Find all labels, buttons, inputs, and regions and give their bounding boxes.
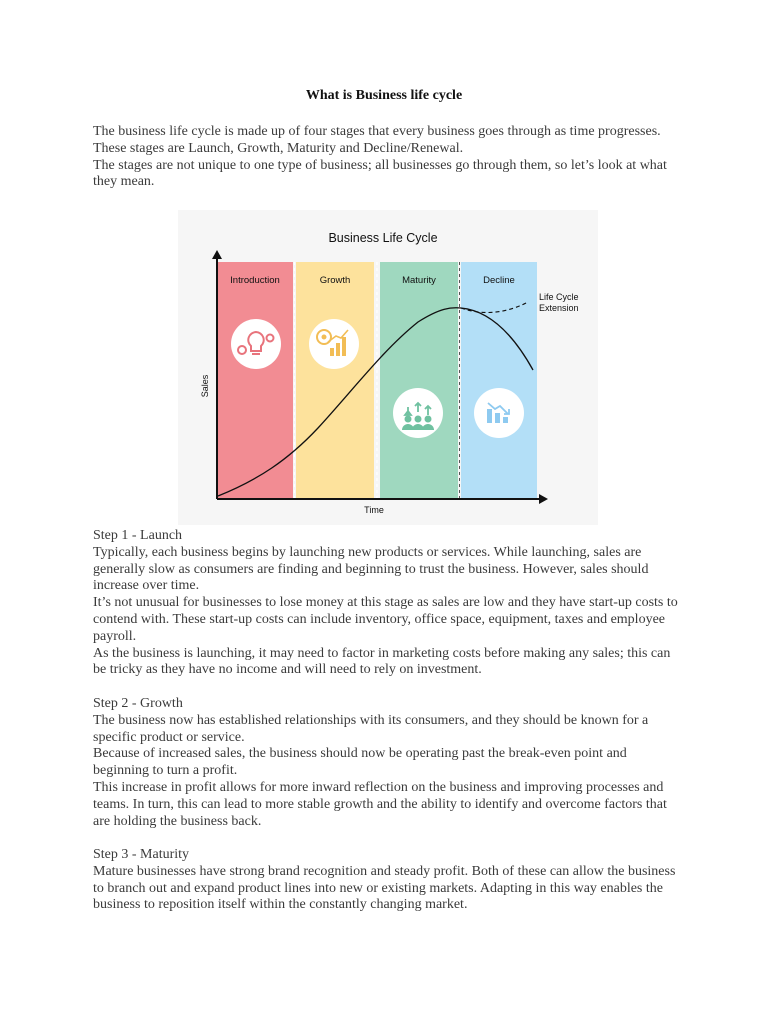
page-title: What is Business life cycle — [305, 88, 463, 103]
step-section — [93, 847, 683, 914]
y-axis-label: Sales — [200, 374, 210, 398]
intro-paragraph: The business life cycle is made up of four stages that every business goes through as time progresses. These stages are Launch, Growth, Maturity and Decline/Renewal. — [93, 124, 661, 156]
y-axis-arrow — [212, 250, 222, 259]
life-cycle-chart — [178, 210, 598, 525]
step-paragraph: Mature businesses have strong brand recognition and steady profit. Both of these can allow the business to branch out and expand product lines into new or existing markets. Adapting in this way enables the business to reposition itself within the constantly changing market. — [93, 863, 676, 913]
stage-label-growth: Growth — [319, 275, 351, 286]
extension-label-line-1: Life Cycle — [539, 292, 579, 302]
step-paragraph: This increase in profit allows for more inward reflection on the business and improving processes and teams. In turn, this can lead to more stable growth and the ability to identify and overcome factors that are holding the business back. — [93, 779, 667, 829]
stage-band-introduction — [218, 262, 293, 498]
step-paragraph: Typically, each business begins by launching new products or services. While launching, sales are generally slow as consumers are finding and beginning to trust the business. However, sales should increase over time. — [93, 544, 649, 594]
stage-band-maturity — [380, 262, 458, 498]
stage-label-introduction: Introduction — [230, 275, 280, 286]
stage-band-decline — [461, 262, 537, 498]
declining-chart-icon — [474, 388, 524, 438]
step-section — [93, 528, 683, 679]
chart-title: Business Life Cycle — [328, 231, 438, 245]
step-paragraph: It’s not unusual for businesses to lose money at this stage as sales are low and they have start-up costs to contend with. These start-up costs can include inventory, office space, equipment, taxes and employee payroll. — [93, 595, 678, 644]
step-heading: Step 2 - Growth — [93, 696, 183, 711]
step-heading: Step 3 - Maturity — [93, 847, 190, 862]
step-section — [93, 696, 683, 830]
growth-chart-target-icon — [309, 319, 359, 369]
stage-label-maturity: Maturity — [402, 275, 436, 286]
x-axis-label: Time — [364, 505, 384, 515]
stage-band-growth — [296, 262, 374, 498]
team-growth-icon — [393, 388, 443, 438]
intro-paragraph: The stages are not unique to one type of business; all businesses go through them, so let’s look at what they mean. — [93, 157, 667, 190]
x-axis-arrow — [539, 494, 548, 504]
step-paragraph: Because of increased sales, the business should now be operating past the break-even point and beginning to turn a profit. — [93, 746, 627, 779]
stage-label-decline: Decline — [483, 275, 515, 286]
lightbulb-gears-icon — [231, 319, 281, 369]
step-paragraph: As the business is launching, it may need to factor in marketing costs before making any sales; this can be tricky as they have no income and will need to rely on investment. — [93, 645, 671, 678]
extension-label-line-2: Extension — [539, 303, 579, 313]
business-life-cycle-figure — [178, 210, 598, 525]
step-paragraph: The business now has established relationships with its consumers, and they should be known for a specific product or service. — [93, 712, 649, 745]
intro-section — [93, 124, 683, 191]
step-heading: Step 1 - Launch — [93, 528, 183, 543]
